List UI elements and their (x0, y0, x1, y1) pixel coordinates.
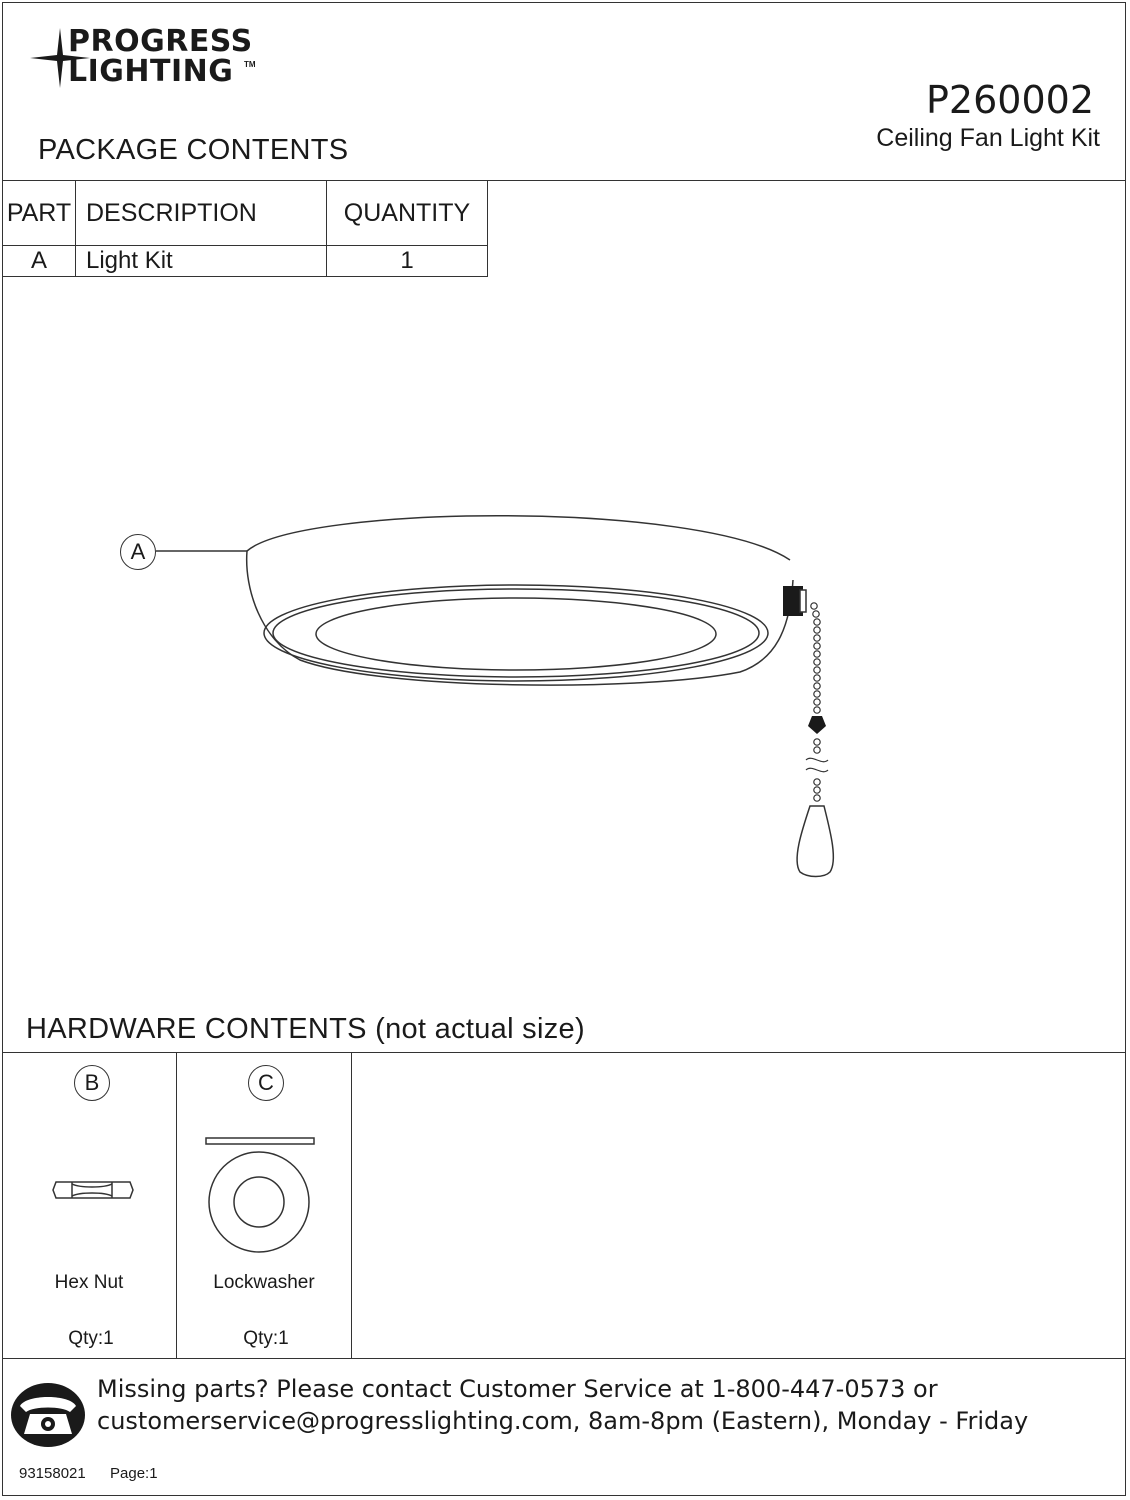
page-number: Page:1 (110, 1465, 158, 1482)
model-number: P260002 (926, 78, 1094, 122)
cell-part: A (3, 246, 76, 277)
document-code: 93158021 (19, 1465, 86, 1482)
table-row (3, 246, 488, 277)
lockwasher-icon (200, 1132, 320, 1257)
brand-logo (30, 22, 280, 92)
hardware-col-divider-1 (176, 1052, 177, 1358)
header-description: DESCRIPTION (76, 181, 327, 246)
header-quantity: QUANTITY (327, 181, 488, 246)
pull-chain (811, 603, 820, 713)
pull-chain-fob (797, 806, 833, 877)
hardware-col-divider-2 (351, 1052, 352, 1358)
chain-connector (808, 716, 826, 734)
brand-trademark: TM (244, 60, 256, 69)
customer-service-notice (97, 1373, 1028, 1437)
product-description: Ceiling Fan Light Kit (876, 124, 1100, 152)
lens-glass (316, 598, 716, 670)
parts-table (2, 180, 488, 277)
hex-nut-icon (50, 1175, 136, 1205)
package-contents-title: PACKAGE CONTENTS (38, 134, 349, 166)
cell-description: Light Kit (76, 246, 327, 277)
hex-nut-qty: Qty:1 (68, 1328, 114, 1349)
callout-c: C (248, 1065, 284, 1101)
hardware-bottom-divider (2, 1358, 1126, 1359)
table-header-row (3, 181, 488, 246)
header-part: PART (3, 181, 76, 246)
brand-line1: PROGRESS (68, 24, 253, 59)
lockwasher-qty: Qty:1 (243, 1328, 289, 1349)
light-kit-diagram (150, 500, 870, 890)
hardware-contents-title: HARDWARE CONTENTS (not actual size) (26, 1013, 585, 1045)
callout-a: A (120, 534, 156, 570)
lens-ring-outer (264, 585, 768, 681)
hex-nut-label: Hex Nut (54, 1272, 124, 1293)
lens-ring-inner (273, 589, 759, 677)
brand-line2: LIGHTING (68, 54, 234, 89)
telephone-icon (10, 1382, 86, 1448)
contact-line2: customerservice@progresslighting.com, 8am-8pm (Eastern), Monday - Friday (97, 1407, 1029, 1435)
contact-line1: Missing parts? Please contact Customer Service at 1-800-447-0573 or (97, 1375, 938, 1403)
callout-b: B (74, 1065, 110, 1101)
cell-quantity: 1 (327, 246, 488, 277)
hardware-top-divider (2, 1052, 1126, 1053)
light-kit-top-rim (247, 516, 790, 560)
lockwasher-label: Lockwasher (213, 1272, 315, 1293)
